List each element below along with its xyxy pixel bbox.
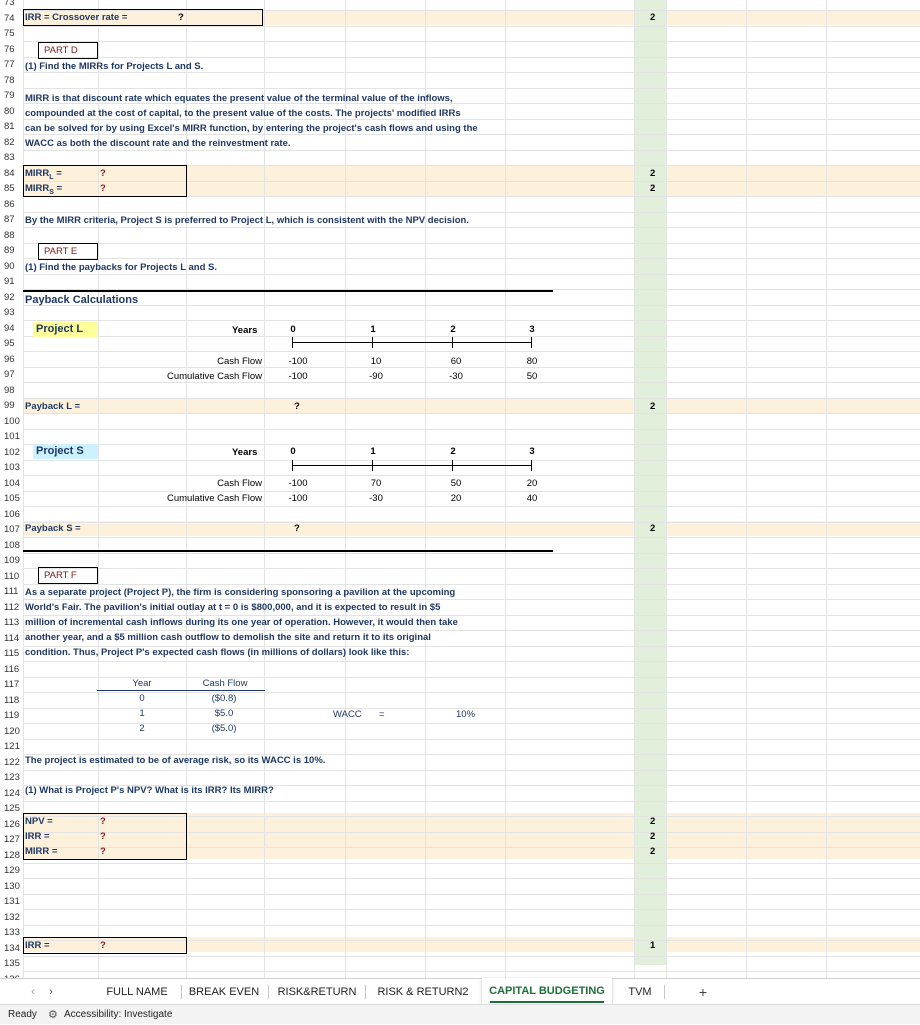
- tab-tvm[interactable]: TVM: [628, 986, 652, 998]
- mirr-s-value[interactable]: ?: [100, 183, 106, 194]
- p-year-1: 1: [139, 708, 145, 719]
- row-number[interactable]: 97: [0, 367, 23, 382]
- payback-s-value[interactable]: ?: [294, 523, 300, 534]
- row-number[interactable]: 114: [0, 631, 23, 646]
- mirr-text-1: MIRR is that discount rate which equates the present value of the terminal value of the inflows,: [25, 93, 453, 104]
- tick-l-0: [292, 337, 293, 348]
- column-gridline: [666, 0, 667, 978]
- points-85: 2: [650, 183, 656, 194]
- p-year-0: 0: [139, 693, 145, 704]
- cum-l-1: -90: [369, 371, 383, 382]
- row-number[interactable]: 73: [0, 0, 23, 10]
- p-cf-0: ($0.8): [211, 693, 237, 704]
- wacc-label: WACC: [333, 709, 362, 720]
- payback-title: Payback Calculations: [25, 294, 139, 306]
- row-gridline: [23, 41, 920, 42]
- row-gridline: [23, 320, 920, 321]
- cum-s-0: -100: [288, 493, 308, 504]
- tab-separator: [664, 985, 665, 999]
- cf-s-3: 20: [526, 478, 538, 489]
- row-gridline: [23, 537, 920, 538]
- part-f-text-1: As a separate project (Project P), the firm is considering sponsoring a pavilion at the upcoming: [25, 587, 456, 598]
- row-gridline: [23, 568, 920, 569]
- row-number[interactable]: 119: [0, 708, 23, 723]
- row-gridline: [23, 894, 920, 895]
- row-gridline: [23, 863, 920, 864]
- cf-s-1: 70: [370, 478, 382, 489]
- row-gridline: [23, 506, 920, 507]
- row-number[interactable]: 113: [0, 615, 23, 630]
- payback-s-label: Payback S =: [25, 523, 81, 534]
- payback-l-band-right: [666, 399, 920, 414]
- mirr-l-label: $MIRR_L$ =: [25, 168, 62, 181]
- cum-l-0: -100: [288, 371, 308, 382]
- timeline-s: [292, 465, 532, 466]
- year-s-2: 2: [450, 446, 456, 457]
- row-number[interactable]: 101: [0, 429, 23, 444]
- row-number[interactable]: 118: [0, 693, 23, 708]
- tick-s-3: [531, 460, 532, 471]
- mirr-text-4: WACC as both the discount rate and the reinvestment rate.: [25, 138, 291, 149]
- row-number[interactable]: 109: [0, 553, 23, 568]
- tab-risk-return2[interactable]: RISK & RETURN2: [377, 986, 469, 998]
- cash-flow-l-label: Cash Flow: [217, 356, 262, 367]
- row-number[interactable]: 100: [0, 414, 23, 429]
- row-gridline: [23, 878, 920, 879]
- row-number[interactable]: 126: [0, 817, 23, 832]
- year-l-2: 2: [450, 324, 456, 335]
- cum-l-2: -30: [449, 371, 463, 382]
- tab-separator: [365, 985, 366, 999]
- row-number[interactable]: 96: [0, 352, 23, 367]
- points-128: 2: [650, 846, 656, 857]
- row-number[interactable]: 102: [0, 445, 23, 460]
- row-number[interactable]: 80: [0, 104, 23, 119]
- sheet-tab-bar: [0, 978, 920, 1004]
- accessibility-status[interactable]: Accessibility: Investigate: [64, 1009, 173, 1020]
- row-number[interactable]: 92: [0, 290, 23, 305]
- row-gridline: [23, 460, 920, 461]
- row-number[interactable]: 94: [0, 321, 23, 336]
- status-bar: [0, 1004, 920, 1024]
- year-header: Year: [132, 678, 152, 689]
- year-l-1: 1: [370, 324, 376, 335]
- row-gridline: [23, 801, 920, 802]
- row-number[interactable]: 86: [0, 197, 23, 212]
- mirr-text-2: compounded at the cost of capital, to the present value of the costs. The projects' modified IRRs: [25, 108, 461, 119]
- row-gridline: [23, 770, 920, 771]
- years-s-label: Years: [232, 447, 258, 458]
- payback-s-band: [23, 521, 634, 536]
- active-tab-underline: [490, 1001, 604, 1003]
- accessibility-icon: ⚙: [48, 1009, 58, 1021]
- row-number[interactable]: 83: [0, 150, 23, 165]
- row-number[interactable]: 135: [0, 956, 23, 971]
- row-number[interactable]: 79: [0, 88, 23, 103]
- row-number[interactable]: 98: [0, 383, 23, 398]
- row-number[interactable]: 93: [0, 305, 23, 320]
- points-99: 2: [650, 401, 656, 412]
- mirr-text-3: can be solved for by using Excel's MIRR function, by entering the project's cash flows and using the: [25, 123, 478, 134]
- mirr-l-value[interactable]: ?: [100, 168, 106, 179]
- timeline-l: [292, 342, 532, 343]
- irr2-value[interactable]: ?: [100, 940, 106, 951]
- npv-label: NPV =: [25, 816, 53, 827]
- row-gridline: [23, 57, 920, 58]
- row-gridline: [23, 444, 920, 445]
- irr-value[interactable]: ?: [100, 831, 106, 842]
- row-number[interactable]: 87: [0, 212, 23, 227]
- tick-s-0: [292, 460, 293, 471]
- row-gridline: [23, 398, 920, 399]
- row-gridline: [23, 413, 920, 414]
- row-number[interactable]: 123: [0, 770, 23, 785]
- row-gridline: [23, 909, 920, 910]
- row-number[interactable]: 107: [0, 522, 23, 537]
- tick-l-3: [531, 337, 532, 348]
- year-s-0: 0: [290, 446, 296, 457]
- column-gridline: [634, 0, 635, 978]
- row-number[interactable]: 128: [0, 848, 23, 863]
- cf-l-1: 10: [370, 356, 382, 367]
- npv-value[interactable]: ?: [100, 816, 106, 827]
- points-74: 2: [650, 12, 656, 23]
- row-gridline: [23, 925, 920, 926]
- npv-band-right: [666, 813, 920, 859]
- part-f-label: PART F: [44, 570, 77, 581]
- cash-flow-s-label: Cash Flow: [217, 478, 262, 489]
- cf-l-2: 60: [450, 356, 462, 367]
- irr2-label: IRR =: [25, 940, 50, 951]
- risk-text: The project is estimated to be of average risk, so its WACC is 10%.: [25, 755, 326, 766]
- row-gridline: [23, 956, 920, 957]
- row-number[interactable]: 90: [0, 259, 23, 274]
- p-cf-1: $5.0: [214, 708, 234, 719]
- row-gridline: [23, 243, 920, 244]
- row-number[interactable]: 129: [0, 863, 23, 878]
- add-sheet-button[interactable]: +: [698, 984, 708, 1000]
- points-126: 2: [650, 816, 656, 827]
- tab-risk-return[interactable]: RISK&RETURN: [277, 986, 357, 998]
- row-number[interactable]: 132: [0, 910, 23, 925]
- part-f-text-3: million of incremental cash inflows during its one year of operation. However, it would then take: [25, 617, 458, 628]
- row-number[interactable]: 74: [0, 11, 23, 26]
- tab-scroll-left-icon[interactable]: ‹: [31, 986, 35, 998]
- tab-scroll-right-icon[interactable]: ›: [49, 986, 53, 998]
- part-d-question: (1) Find the MIRRs for Projects L and S.: [25, 61, 204, 72]
- row-gridline: [23, 692, 920, 693]
- row-number[interactable]: 89: [0, 243, 23, 258]
- cum-cash-flow-l-label: Cumulative Cash Flow: [166, 371, 262, 382]
- row-number[interactable]: 116: [0, 662, 23, 677]
- row-number[interactable]: 130: [0, 879, 23, 894]
- row-number[interactable]: 75: [0, 26, 23, 41]
- years-l-label: Years: [232, 325, 258, 336]
- tab-full-name[interactable]: FULL NAME: [106, 986, 168, 998]
- part-f-text-2: World's Fair. The pavilion's initial outlay at t = 0 is $800,000, and it is expected to result in $5: [25, 602, 441, 613]
- row-number[interactable]: 88: [0, 228, 23, 243]
- points-127: 2: [650, 831, 656, 842]
- tick-l-2: [452, 337, 453, 348]
- row-gridline: [23, 26, 920, 27]
- row-number[interactable]: 117: [0, 677, 23, 692]
- part-e-label: PART E: [44, 246, 78, 257]
- column-gridline: [746, 0, 747, 978]
- column-gridline: [505, 0, 506, 978]
- project-s-label: Project S: [36, 445, 84, 457]
- payback-l-band: [23, 399, 634, 414]
- payback-l-value[interactable]: ?: [294, 401, 300, 412]
- tab-break-even[interactable]: BREAK EVEN: [188, 986, 260, 998]
- cum-cash-flow-s-label: Cumulative Cash Flow: [166, 493, 262, 504]
- row-gridline: [23, 429, 920, 430]
- part-e-question: (1) Find the paybacks for Projects L and S.: [25, 262, 217, 273]
- row-number[interactable]: 124: [0, 786, 23, 801]
- row-number[interactable]: 104: [0, 476, 23, 491]
- year-l-0: 0: [290, 324, 296, 335]
- row-gridline: [23, 88, 920, 89]
- row-number[interactable]: 110: [0, 569, 23, 584]
- row-number[interactable]: 111: [0, 584, 23, 599]
- row-gridline: [23, 661, 920, 662]
- part-f-question: (1) What is Project P's NPV? What is its IRR? Its MIRR?: [25, 785, 274, 796]
- row-74-band-right: [666, 10, 920, 25]
- column-gridline: [345, 0, 346, 978]
- row-gridline: [23, 723, 920, 724]
- part-f-text-4: another year, and a $5 million cash outflow to demolish the site and return it to its original: [25, 632, 431, 643]
- row-gridline: [23, 739, 920, 740]
- points-107: 2: [650, 523, 656, 534]
- row-number[interactable]: 115: [0, 646, 23, 661]
- row-number[interactable]: 82: [0, 135, 23, 150]
- row-number[interactable]: 84: [0, 166, 23, 181]
- row-number[interactable]: 77: [0, 57, 23, 72]
- mirr-p-label: MIRR =: [25, 846, 58, 857]
- year-l-3: 3: [529, 324, 535, 335]
- column-gridline: [826, 0, 827, 978]
- row-number[interactable]: 125: [0, 801, 23, 816]
- row-number[interactable]: 76: [0, 42, 23, 57]
- p-cf-2: ($5.0): [211, 723, 237, 734]
- cum-l-3: 50: [526, 371, 538, 382]
- status-ready: Ready: [8, 1009, 37, 1020]
- crossover-label: IRR = Crossover rate =: [25, 12, 128, 23]
- column-gridline: [425, 0, 426, 978]
- row-number[interactable]: 78: [0, 73, 23, 88]
- project-l-label: Project L: [36, 323, 84, 335]
- row-number[interactable]: 120: [0, 724, 23, 739]
- year-s-3: 3: [529, 446, 535, 457]
- tab-separator: [268, 985, 269, 999]
- part-f-text-5: condition. Thus, Project P's expected cash flows (in millions of dollars) look like this:: [25, 647, 410, 658]
- part-d-label: PART D: [44, 45, 78, 56]
- points-84: 2: [650, 168, 656, 179]
- row-number[interactable]: 133: [0, 925, 23, 940]
- cf-header: Cash Flow: [202, 678, 248, 689]
- row-number[interactable]: 131: [0, 894, 23, 909]
- row-gridline: [23, 351, 920, 352]
- p-year-2: 2: [139, 723, 145, 734]
- crossover-value[interactable]: ?: [178, 12, 184, 23]
- wacc-value[interactable]: 10%: [456, 709, 476, 720]
- points-134: 1: [650, 940, 656, 951]
- row-number[interactable]: 127: [0, 832, 23, 847]
- row-number[interactable]: 81: [0, 119, 23, 134]
- row-number[interactable]: 121: [0, 739, 23, 754]
- row-number[interactable]: 112: [0, 600, 23, 615]
- cum-s-1: -30: [369, 493, 383, 504]
- row-gridline: [23, 305, 920, 306]
- payback-s-band-right: [666, 521, 920, 536]
- tick-s-1: [372, 460, 373, 471]
- row-number[interactable]: 85: [0, 181, 23, 196]
- tick-s-2: [452, 460, 453, 471]
- row-number[interactable]: 105: [0, 491, 23, 506]
- year-s-1: 1: [370, 446, 376, 457]
- mirr-p-value[interactable]: ?: [100, 846, 106, 857]
- row-number[interactable]: 95: [0, 336, 23, 351]
- irr-label: IRR =: [25, 831, 50, 842]
- row-gridline: [23, 258, 920, 259]
- payback-bottom-rule: [23, 550, 553, 552]
- row-number[interactable]: 122: [0, 755, 23, 770]
- mirr-conclusion: By the MIRR criteria, Project S is preferred to Project L, which is consistent with the NPV decision.: [25, 215, 469, 226]
- row-gridline: [23, 553, 920, 554]
- row-number[interactable]: 103: [0, 460, 23, 475]
- row-number[interactable]: 99: [0, 398, 23, 413]
- row-number[interactable]: 91: [0, 274, 23, 289]
- row-number[interactable]: 108: [0, 538, 23, 553]
- cum-s-3: 40: [526, 493, 538, 504]
- mirr-s-label: $MIRR_S$ =: [25, 183, 63, 196]
- payback-l-label: Payback L =: [25, 401, 81, 412]
- cf-l-3: 80: [526, 356, 538, 367]
- cf-s-0: -100: [288, 478, 308, 489]
- row-number[interactable]: 134: [0, 941, 23, 956]
- row-gridline: [23, 522, 920, 523]
- cum-s-2: 20: [450, 493, 462, 504]
- row-number[interactable]: 106: [0, 507, 23, 522]
- payback-top-rule: [23, 290, 553, 292]
- cf-s-2: 50: [450, 478, 462, 489]
- tab-capital-budgeting[interactable]: CAPITAL BUDGETING: [482, 978, 612, 1004]
- row-gridline: [23, 336, 920, 337]
- cf-l-0: -100: [288, 356, 308, 367]
- tab-separator: [181, 985, 182, 999]
- tick-l-1: [372, 337, 373, 348]
- row-gridline: [23, 971, 920, 972]
- wacc-equals: =: [379, 709, 385, 720]
